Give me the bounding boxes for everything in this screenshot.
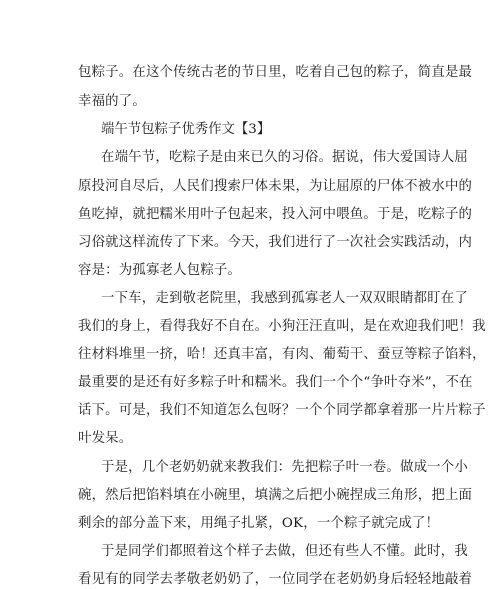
body-line: 于是，几个老奶奶就来教我们：先把粽子叶一卷。做成一个小 [101, 460, 468, 475]
body-line: 幸福的了。 [78, 94, 146, 109]
section-heading: 端午节包粽子优秀作文【3】 [101, 122, 271, 137]
body-line: 在端午节，吃粽子是由来已久的习俗。据说，伟大爱国诗人屈 [101, 150, 468, 165]
body-line: 容是：为孤寡老人包粽子。 [78, 263, 242, 278]
body-line: 剩余的部分盖下来，用绳子扎紧，OK，一个粽子就完成了！ [78, 516, 440, 531]
body-line: 最重要的是还有好多粽子叶和糯米。我们一个个“争叶夺米”，不在 [78, 375, 473, 390]
body-line: 原投河自尽后，人民们搜索尸体未果，为让屈原的尸体不被水中的 [78, 179, 473, 194]
body-line: 我们的身上，看得我好不自在。小狗汪汪直叫，是在欢迎我们吧！我 [78, 319, 486, 334]
body-line: 包粽子。在这个传统古老的节日里，吃着自己包的粽子，简直是最 [78, 65, 473, 80]
body-line: 话下。可是，我们不知道怎么包呀？一个个同学都拿着那一片片粽子 [78, 403, 486, 418]
body-line: 碗，然后把馅料填在小碗里，填满之后把小碗捏成三角形，把上面 [78, 488, 473, 503]
body-line: 看见有的同学去孝敬老奶奶了，一位同学在老奶奶身后轻轻地敲着 [78, 572, 473, 587]
body-line: 习俗就这样流传了下来。今天，我们进行了一次社会实践活动，内 [78, 235, 473, 250]
body-line: 鱼吃掉，就把糯米用叶子包起来，投入河中喂鱼。于是，吃粽子的 [78, 207, 473, 222]
body-line: 于是同学们都照着这个样子去做，但还有些人不懂。此时，我 [101, 544, 468, 559]
body-line: 一下车，走到敬老院里，我感到孤寡老人一双双眼睛都盯在了 [101, 291, 468, 306]
body-line: 叶发呆。 [78, 431, 133, 446]
body-line: 往材料堆里一挤，哈！还真丰富，有肉、葡萄干、蚕豆等粽子馅料， [78, 347, 486, 362]
